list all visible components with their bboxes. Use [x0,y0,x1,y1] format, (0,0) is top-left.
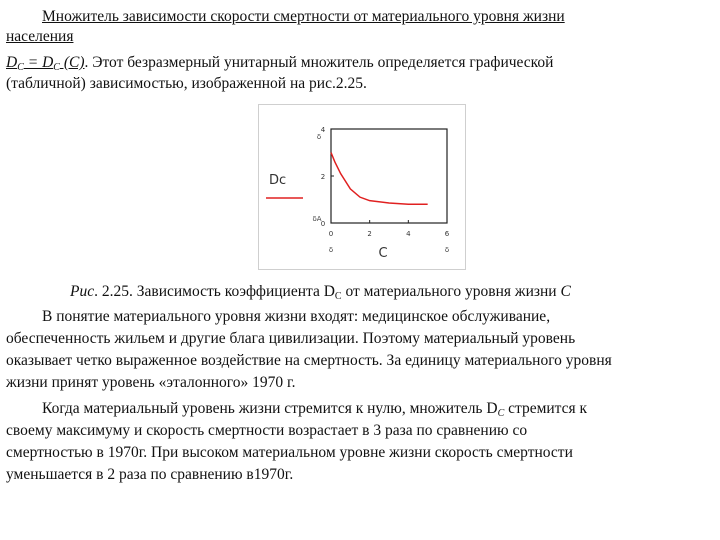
x-axis-right-glyph: δ [444,246,450,254]
definition-text: . Этот безразмерный унитарный множитель определяется графической [84,54,554,71]
y-tick-label: 2 [320,173,326,181]
x-tick-label: 2 [367,230,372,238]
x-tick-label: 0 [328,230,334,238]
heading-line-2: населения [6,28,74,45]
caption-variable: C [560,283,571,300]
paragraph-2-text: Когда материальный уровень жизни стремится к нулю, множитель D [42,400,498,417]
definition-formula [6,54,85,71]
figure-frame [258,104,466,270]
y-axis-bottom-glyph: δA [312,215,322,223]
series-label: Dc [269,173,287,188]
figure-caption [70,283,571,301]
caption-text: . 2.25. Зависимость коэффициента D [94,283,335,300]
heading-line-1: Множитель зависимости скорости смертности от материального уровня жизни [42,8,565,25]
caption-subscript: C [334,291,342,302]
dependency-chart [259,105,465,269]
definition-line-2: (табличной) зависимостью, изображенной на рис.2.25. [6,75,367,92]
paragraph-2-tail: стремится к [504,400,588,417]
x-axis-title: C [378,246,388,261]
paragraph-2-line-3: смертностью в 1970г. При высоком материальном уровне жизни скорость смертности [6,444,573,461]
argument-c: (C) [59,54,85,71]
plot-area [331,129,447,223]
paragraph-2-line-4: уменьшается в 2 раза по сравнению в1970г. [6,466,294,483]
paragraph-1-line-3: оказывает четко выраженное воздействие на смертность. За единицу материального уровня [6,352,612,369]
dc-subscript: C [17,62,24,73]
paragraph-1-line-4: жизни принят уровень «эталонного» 1970 г. [6,374,296,391]
dc-subscript-2: C [53,62,60,73]
series-line [331,153,428,205]
x-tick-label: 4 [406,230,411,238]
y-tick-label: 4 [320,126,326,134]
paragraph-2-line-2: своему максимуму и скорость смертности возрастает в 3 раза по сравнению со [6,422,528,439]
paragraph-2-line-1 [42,399,587,419]
definition-line [6,53,553,73]
paragraph-2-subscript: C [497,408,505,419]
x-axis-left-glyph: δ [328,246,334,254]
y-tick-label: 0 [320,220,326,228]
x-tick-label: 6 [444,230,450,238]
paragraph-1-line-1: В понятие материального уровня жизни входят: медицинское обслуживание, [42,308,551,325]
caption-tail: от материального уровня жизни [341,283,561,300]
caption-prefix: Рис [70,283,95,300]
y-axis-top-glyph: δ [316,133,322,141]
paragraph-1-line-2: обеспеченность жильем и другие блага цивилизации. Поэтому материальный уровень [6,330,576,347]
dc-symbol: D [6,54,18,71]
equals-dc: = D [23,54,54,71]
